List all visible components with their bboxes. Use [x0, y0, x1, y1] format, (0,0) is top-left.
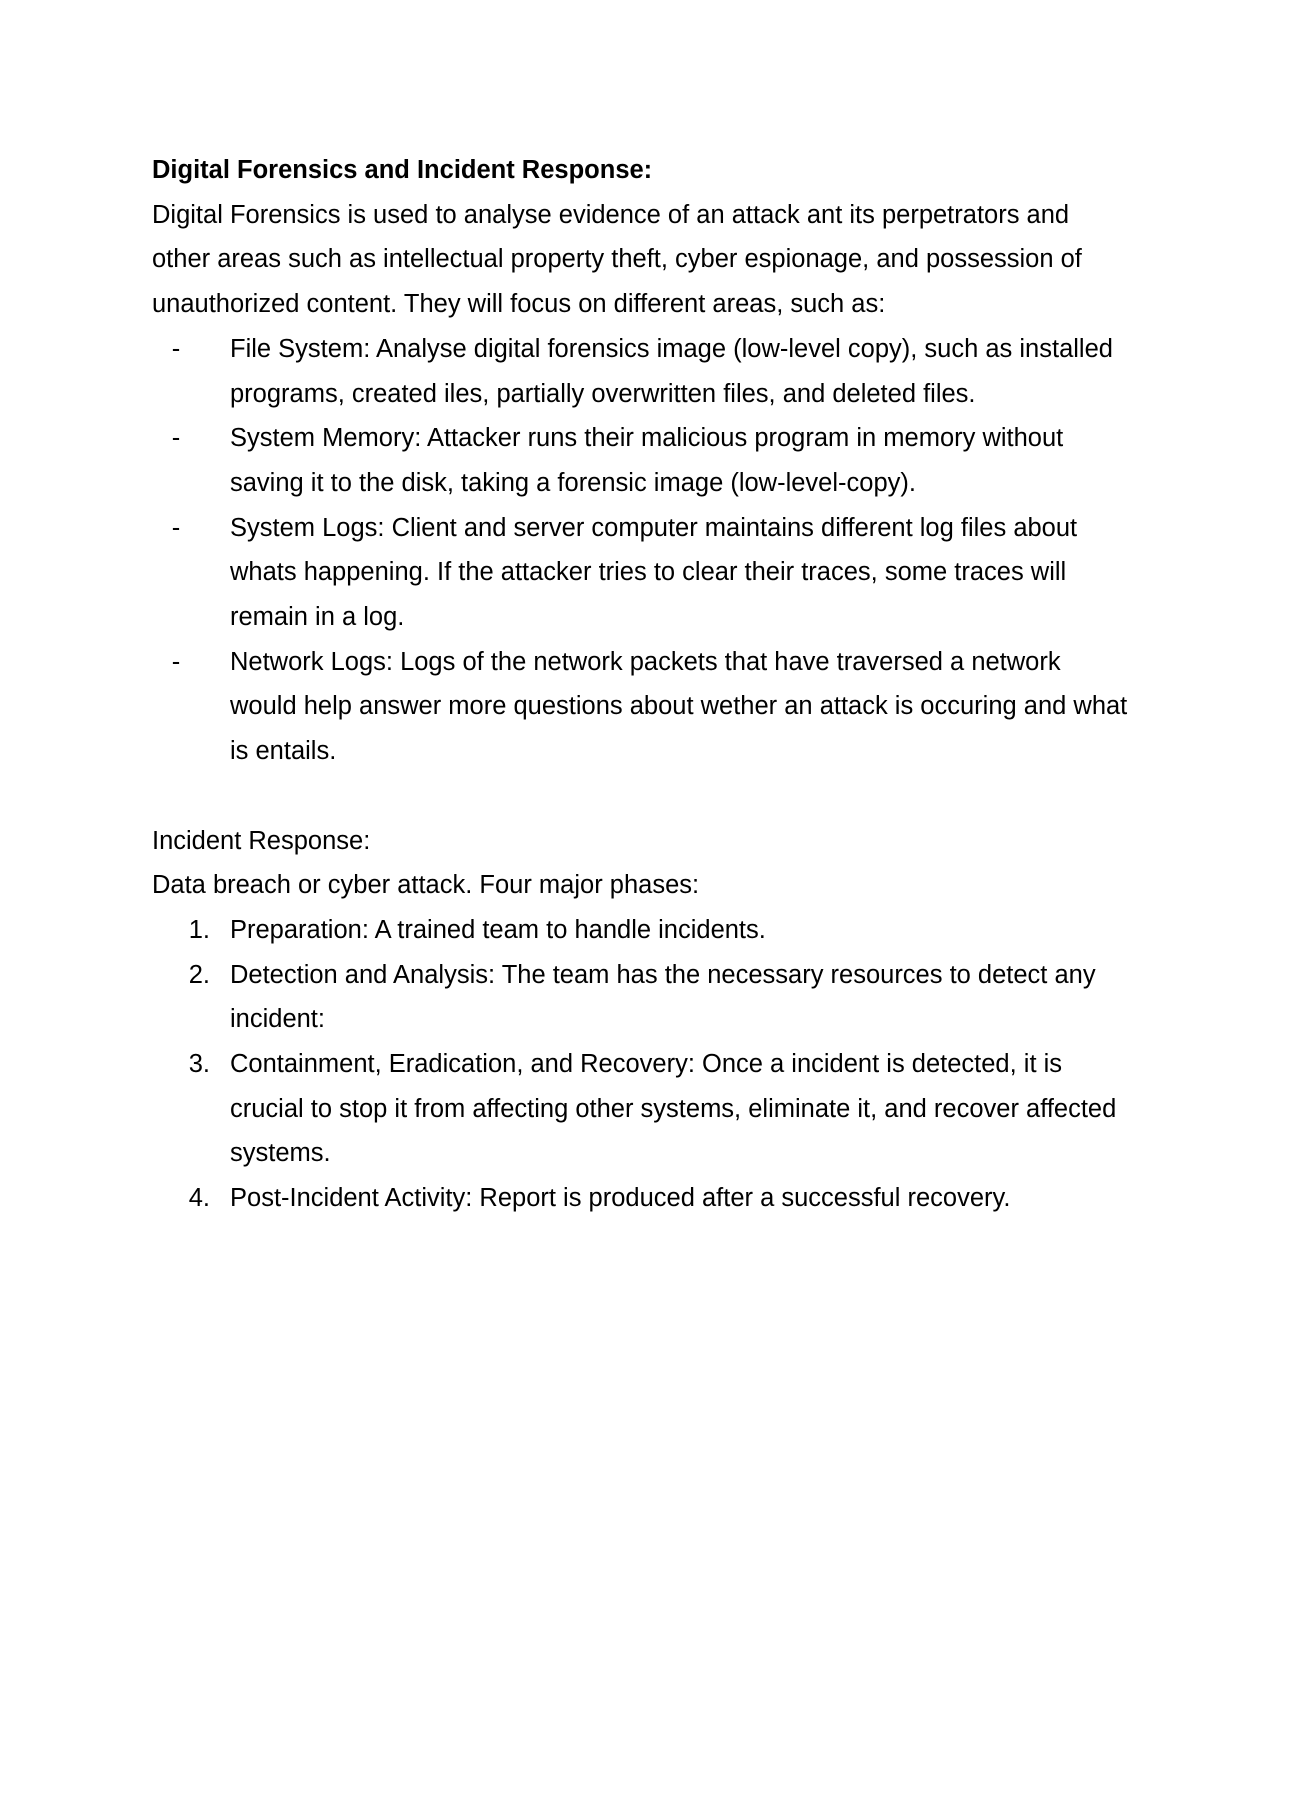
- list-item-text: System Logs: Client and server computer maintains different log files about whats happening. If the attacker tries to clear their traces, some traces will remain in a log.: [230, 513, 1078, 632]
- list-item: [152, 506, 1132, 640]
- document-title: Digital Forensics and Incident Response:: [152, 156, 653, 184]
- dash-marker: -: [171, 647, 181, 676]
- document-body: [152, 148, 1132, 1221]
- intro-paragraph: Digital Forensics is used to analyse evidence of an attack ant its perpetrators and other areas such as intellectual property theft, cyber espionage, and possession of unauthorized content. They will focus on different areas, such as:: [152, 200, 1082, 319]
- list-item: [152, 640, 1132, 774]
- list-item: [152, 327, 1132, 416]
- forensic-areas-list: [152, 327, 1132, 774]
- list-item-text: Network Logs: Logs of the network packets that have traversed a network would help answer more questions about wether an attack is occuring and what is entails.: [230, 647, 1128, 766]
- incident-response-intro: Data breach or cyber attack. Four major phases:: [152, 871, 700, 900]
- list-item: [152, 908, 1132, 953]
- list-item: [152, 1176, 1132, 1221]
- number-marker: 1.: [188, 915, 210, 944]
- number-marker: 2.: [188, 960, 210, 989]
- list-item-text: Post-Incident Activity: Report is produced after a successful recovery.: [230, 1184, 1011, 1213]
- phases-list: [152, 908, 1132, 1221]
- dash-marker: -: [171, 334, 181, 363]
- incident-response-heading: Incident Response:: [152, 826, 371, 855]
- dash-marker: -: [171, 513, 181, 542]
- list-item-text: System Memory: Attacker runs their malicious program in memory without saving it to the disk, taking a forensic image (low-level-copy).: [230, 424, 1064, 497]
- list-item-text: Containment, Eradication, and Recovery: Once a incident is detected, it is crucial to stop it from affecting other systems, eliminate it, and recover affected systems.: [230, 1050, 1117, 1168]
- list-item: [152, 953, 1132, 1042]
- number-marker: 4.: [188, 1184, 210, 1213]
- number-marker: 3.: [188, 1050, 210, 1079]
- list-item-text: File System: Analyse digital forensics image (low-level copy), such as installed programs, created iles, partially overwritten files, and deleted files.: [230, 334, 1113, 408]
- list-item-text: Preparation: A trained team to handle incidents.: [230, 915, 766, 944]
- list-item-text: Detection and Analysis: The team has the necessary resources to detect any incident:: [230, 960, 1096, 1034]
- dash-marker: -: [171, 424, 181, 453]
- list-item: [152, 416, 1132, 505]
- blank-line: [152, 774, 1132, 819]
- list-item: [152, 1042, 1132, 1176]
